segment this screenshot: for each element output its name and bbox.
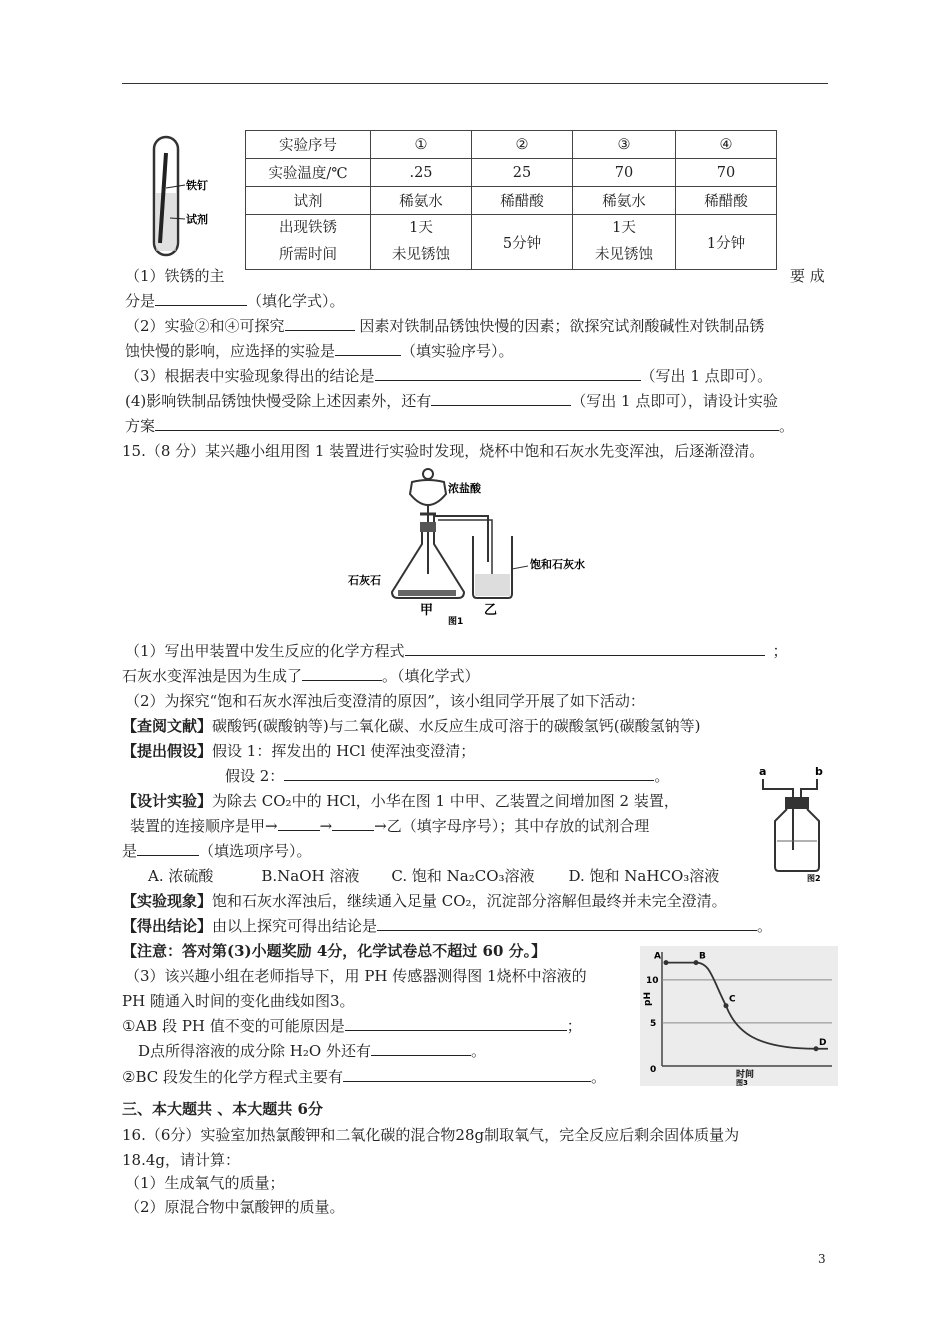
answer-blank[interactable] [278, 815, 320, 831]
q15-s3-line1: （3）该兴趣小组在老师指导下，用 PH 传感器测得图 1烧杯中溶液的 [125, 967, 587, 985]
q15-conclusion [122, 915, 772, 936]
q15-hyp2 [225, 765, 669, 786]
label-b: b [815, 765, 823, 778]
answer-blank[interactable] [371, 1040, 471, 1056]
text: ①AB 段 PH 值不变的可能原因是 [122, 1017, 345, 1035]
table-cell: 5分钟 [472, 215, 573, 270]
q15-intro: 15.（8 分）某兴趣小组用图 1 装置进行实验时发现，烧杯中饱和石灰水先变浑浊，后逐渐澄清。 [122, 442, 765, 460]
data-point-b [694, 960, 699, 965]
option-b: B.NaOH 溶液 [261, 867, 360, 885]
figure-1-apparatus [348, 464, 608, 634]
table-cell [371, 215, 472, 270]
table-cell: 稀醋酸 [472, 187, 573, 215]
q15-options [148, 865, 719, 886]
text: ； [566, 1017, 582, 1035]
q14-line7 [125, 415, 794, 436]
label-reagent: 试剂 [186, 213, 208, 226]
text: 。 [757, 917, 773, 935]
q15-s1-line2 [122, 665, 480, 686]
q15-phenomenon [122, 890, 727, 911]
label-acid: 浓盐酸 [448, 482, 481, 495]
table-header: ④ [676, 131, 777, 159]
caption-fig1: 图1 [448, 617, 464, 627]
time-value: 未见锈蚀 [392, 247, 450, 263]
text: 为除去 CO₂中的 HCl，小华在图 1 中甲、乙装置之间增加图 2 装置， [212, 792, 679, 810]
answer-blank[interactable] [285, 315, 355, 331]
q15-design2 [130, 815, 649, 836]
table-cell: 稀氨水 [573, 187, 676, 215]
text: 方案 [125, 417, 156, 435]
answer-blank[interactable] [155, 290, 247, 306]
y-axis-label: pH [643, 992, 653, 1006]
text: 碳酸钙(碳酸钠等)与二氧化碳、水反应生成可溶于的碳酸氢钙(碳酸氢钠等) [212, 717, 701, 735]
text: 由以上探究可得出结论是 [212, 917, 378, 935]
text: 【实验现象】 [122, 892, 213, 910]
text: 。 [654, 767, 670, 785]
table-cell: 稀氨水 [371, 187, 472, 215]
text: （填选项序号）。 [199, 842, 312, 860]
figure-2-gas-bottle [755, 765, 835, 883]
text: （1）铁锈的主 [125, 267, 225, 285]
text: (4)影响铁制品锈蚀快慢受除上述因素外，还有 [125, 392, 432, 410]
q14-line2 [125, 290, 345, 311]
text: 要 成 [790, 267, 825, 285]
test-tube-figure [140, 133, 230, 263]
answer-blank[interactable] [377, 915, 757, 931]
q14-line6 [125, 390, 778, 411]
q15-s3-line5 [122, 1066, 606, 1087]
answer-blank[interactable] [155, 415, 779, 431]
text: 是 [122, 842, 138, 860]
text: （写出 1 点即可）。 [640, 367, 773, 385]
answer-blank[interactable] [332, 815, 374, 831]
data-point-c [724, 1003, 729, 1008]
table-cell: .25 [371, 159, 472, 187]
option-d: D. 饱和 NaHCO₃溶液 [568, 867, 720, 885]
text: （写出 1 点即可），请设计实验 [571, 392, 778, 410]
table-cell: 试剂 [246, 187, 371, 215]
point-label: D [819, 1037, 827, 1048]
text: 【提出假设】 [122, 742, 213, 760]
q15-s1-line1 [125, 640, 788, 661]
text: 分是 [125, 292, 156, 310]
text: 【查阅文献】 [122, 717, 213, 735]
q15-s2: （2）为探究“饱和石灰水浑浊后变澄清的原因”，该小组同学开展了如下活动： [125, 692, 645, 710]
q16-line1: 16.（6分）实验室加热氯酸钾和二氧化碳的混合物28g制取氧气，完全反应后剩余固体质量为 [122, 1126, 740, 1144]
text: （填实验序号）。 [401, 342, 514, 360]
text: （2）实验②和④可探究 [125, 317, 285, 335]
bonus-note: 【注意：答对第(3)小题奖励 4分，化学试卷总不超过 60 分。】 [122, 942, 547, 960]
text: 。（填化学式） [382, 667, 480, 685]
tick-label: 0 [650, 1065, 657, 1075]
text: 。 [470, 1042, 486, 1060]
q14-line4 [125, 340, 514, 361]
q15-hyp1 [122, 740, 475, 761]
text: 蚀快慢的影响，应选择的实验是 [125, 342, 336, 360]
page-number: 3 [818, 1252, 826, 1266]
table-cell: 25 [472, 159, 573, 187]
table-cell: 1分钟 [676, 215, 777, 270]
table-cell: 实验温度/℃ [246, 159, 371, 187]
text: 。 [591, 1068, 607, 1086]
table-header: ② [472, 131, 573, 159]
header-rule [122, 83, 828, 84]
x-axis-label: 时间 [736, 1070, 755, 1080]
table-header: ③ [573, 131, 676, 159]
label-jia: 甲 [420, 603, 434, 618]
option-c: C. 饱和 Na₂CO₃溶液 [391, 867, 535, 885]
answer-blank[interactable] [335, 340, 401, 356]
text: ②BC 段发生的化学方程式主要有 [122, 1068, 343, 1086]
answer-blank[interactable] [375, 365, 641, 381]
q14-line5 [125, 365, 772, 386]
table-cell: 稀醋酸 [676, 187, 777, 215]
figure-3-ph-chart [640, 946, 838, 1086]
q15-s3-line2: PH 随通入时间的变化曲线如图3。 [122, 992, 355, 1010]
table-cell: 70 [573, 159, 676, 187]
q16-line4: （2）原混合物中氯酸钾的质量。 [125, 1198, 345, 1216]
text: 石灰水变浑浊是因为生成了 [122, 667, 303, 685]
option-a: A. 浓硫酸 [148, 867, 214, 885]
q16-line2: 18.4g，请计算： [122, 1151, 241, 1169]
point-label: B [699, 951, 706, 962]
q16-line3: （1）生成氧气的质量； [125, 1174, 285, 1192]
table-header: 实验序号 [246, 131, 371, 159]
tick-label: 5 [650, 1018, 657, 1029]
point-label: C [729, 994, 736, 1005]
table-cell [573, 215, 676, 270]
data-point-a [664, 960, 669, 965]
text: →乙（填字母序号）；其中存放的试剂合理 [374, 817, 650, 835]
text: （3）根据表中实验现象得出的结论是 [125, 367, 375, 385]
text: → [319, 817, 333, 835]
text: （1）写出甲装置中发生反应的化学方程式 [125, 642, 405, 660]
experiment-table [245, 130, 777, 270]
caption-fig3: 图3 [736, 1079, 748, 1086]
answer-blank[interactable] [284, 765, 654, 781]
text: 假设 2： [225, 767, 285, 785]
q15-design1 [122, 790, 679, 811]
data-point-d [814, 1046, 819, 1051]
answer-blank[interactable] [405, 640, 765, 656]
label-lime-water: 饱和石灰水 [530, 558, 585, 571]
text: 。 [779, 417, 795, 435]
text: 【得出结论】 [122, 917, 213, 935]
table-cell [246, 215, 371, 270]
q15-design3 [122, 840, 312, 861]
time-value: 未见锈蚀 [595, 247, 653, 263]
tick-label: 10 [646, 975, 659, 986]
point-label: A [654, 951, 661, 962]
table-header: ① [371, 131, 472, 159]
label-a: a [759, 765, 767, 778]
q14-line3 [125, 315, 764, 336]
time-value: 1天 [612, 220, 636, 236]
time-label-line: 所需时间 [279, 247, 337, 263]
text: 饱和石灰水浑浊后，继续通入足量 CO₂，沉淀部分溶解但最终并未完全澄清。 [212, 892, 727, 910]
label-limestone: 石灰石 [348, 574, 381, 587]
table-cell: 70 [676, 159, 777, 187]
q15-s3-line3 [122, 1015, 582, 1036]
text: 装置的连接顺序是甲→ [130, 817, 278, 835]
answer-blank[interactable] [343, 1066, 591, 1082]
time-label-line: 出现铁锈 [279, 220, 337, 236]
section3-heading: 三、本大题共 、本大题共 6分 [122, 1100, 323, 1118]
q15-lit [122, 715, 700, 736]
text: D点所得溶液的成分除 H₂O 外还有 [138, 1042, 371, 1060]
q14-line1 [125, 265, 225, 286]
text: 假设 1：挥发出的 HCl 使浑浊变澄清； [212, 742, 476, 760]
label-yi: 乙 [484, 603, 498, 618]
text: ； [772, 642, 788, 660]
time-value: 1天 [409, 220, 433, 236]
text: 因素对铁制品锈蚀快慢的因素；欲探究试剂酸碱性对铁制品锈 [359, 317, 765, 335]
text: 【设计实验】 [122, 792, 213, 810]
answer-blank[interactable] [345, 1015, 567, 1031]
answer-blank[interactable] [302, 665, 382, 681]
caption-fig2: 图2 [807, 874, 821, 883]
q15-s3-line4 [138, 1040, 486, 1061]
label-nail: 铁钉 [186, 179, 208, 192]
answer-blank[interactable] [137, 840, 199, 856]
answer-blank[interactable] [431, 390, 571, 406]
text: （填化学式）。 [247, 292, 345, 310]
